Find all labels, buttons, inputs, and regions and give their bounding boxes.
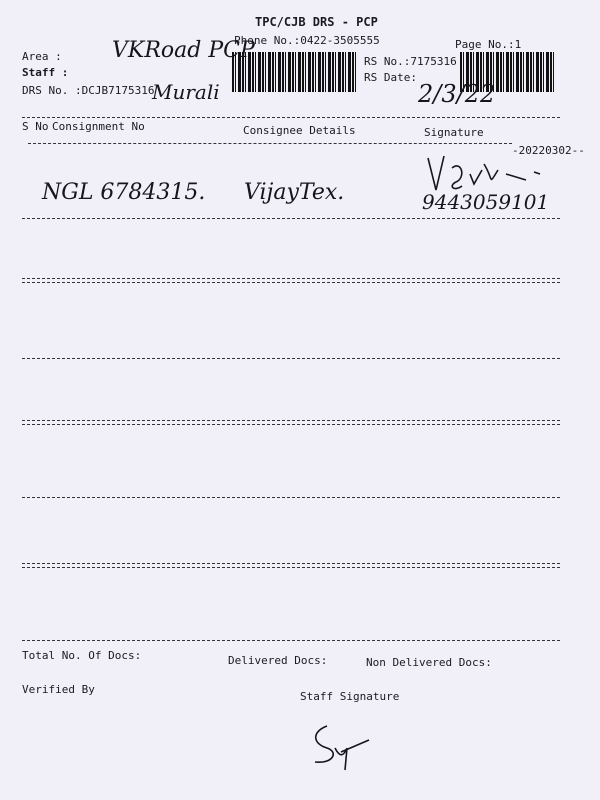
row-rule — [22, 218, 560, 219]
staff-signature — [305, 718, 375, 778]
row-separator — [22, 278, 560, 283]
col-signature: Signature — [424, 126, 484, 139]
header-rule — [22, 117, 560, 118]
col-sno: S No — [22, 120, 49, 133]
recipient-signature — [422, 150, 557, 195]
col-consignment-no: Consignment No — [52, 120, 145, 133]
drs-number: DRS No. :DCJB7175316 — [22, 84, 155, 97]
non-delivered-docs-label: Non Delivered Docs: — [366, 656, 492, 669]
verified-by-label: Verified By — [22, 683, 95, 696]
total-docs-label: Total No. Of Docs: — [22, 649, 142, 662]
rs-date-label: RS Date: — [364, 71, 417, 84]
column-rule — [28, 143, 512, 144]
staff-signature-label: Staff Signature — [300, 690, 400, 703]
delivered-docs-label: Delivered Docs: — [228, 654, 328, 667]
footer-rule — [22, 640, 560, 641]
row-rule — [22, 497, 560, 498]
document-title: TPC/CJB DRS - PCP — [255, 15, 378, 29]
staff-label: Staff : — [22, 66, 69, 79]
row-rule — [22, 358, 560, 359]
rs-date-handwritten: 2/3/22 — [418, 80, 496, 108]
staff-handwritten: Murali — [152, 80, 220, 104]
col-consignee-details: Consignee Details — [243, 124, 356, 137]
area-handwritten: VKRoad PCP — [112, 38, 255, 63]
area-label: Area : — [22, 50, 62, 63]
row-consignment-handwritten: NGL 6784315. — [42, 180, 206, 205]
page-number: Page No.:1 — [455, 38, 522, 51]
rs-number: RS No.:7175316 — [364, 55, 457, 68]
row-separator — [22, 420, 560, 425]
recipient-phone-handwritten: 9443059101 — [422, 190, 550, 214]
phone-number: Phone No.:0422-3505555 — [234, 34, 380, 47]
row-consignee-handwritten: VijayTex. — [244, 180, 345, 205]
row-separator — [22, 563, 560, 568]
date-stamp: -20220302-- — [512, 144, 585, 157]
